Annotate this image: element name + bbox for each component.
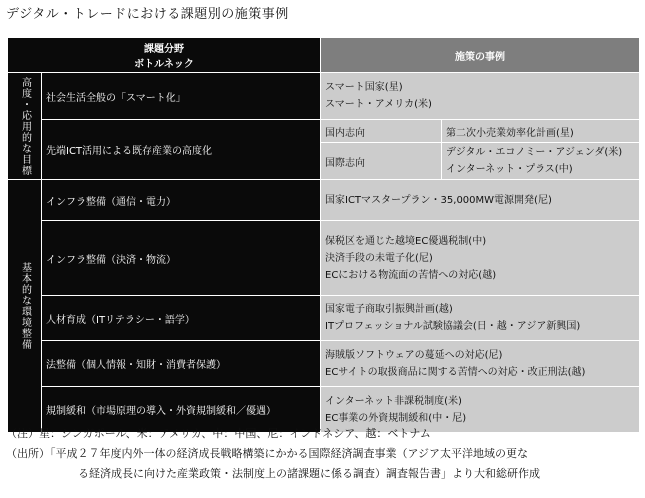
example-international bbox=[442, 143, 639, 179]
header-examples: 施策の事例 bbox=[321, 38, 639, 72]
category-basic bbox=[8, 180, 41, 432]
issue-human-resources: 人材育成（ITリテラシー・語学） bbox=[42, 296, 320, 340]
category-goal bbox=[8, 73, 41, 179]
examples-human-resources bbox=[321, 296, 639, 340]
example-item: インターネット・プラス(中) bbox=[446, 164, 573, 175]
policy-table bbox=[8, 38, 636, 432]
example-item: EC事業の外資規制緩和(中・尼) bbox=[325, 412, 467, 424]
issue-infra-telecom: インフラ整備（通信・電力） bbox=[42, 180, 320, 220]
source-line-2: る経済成長に向けた産業政策・法制度上の諸課題に係る調査）調査報告書」より大和総研作成 bbox=[78, 467, 540, 480]
example-item: デジタル・エコノミー・アジェンダ(米) bbox=[446, 147, 623, 158]
subcategory-column bbox=[321, 120, 441, 179]
example-item: 保税区を通じた越境EC優遇税制(中) bbox=[325, 235, 487, 247]
example-item: スマート・アメリカ(米) bbox=[325, 99, 432, 110]
header-issue-line2: ボトルネック bbox=[134, 59, 194, 70]
note-country-abbreviations: （注）星：シンガポール、米：アメリカ、中：中国、尼：インドネシア、越：ベトナム bbox=[6, 427, 431, 440]
example-item: ECにおける物流面の苦情への対応(越) bbox=[325, 269, 497, 281]
examples-infra-payment bbox=[321, 221, 639, 295]
issue-legislation: 法整備（個人情報・知財・消費者保護） bbox=[42, 341, 320, 386]
examples-smart-society bbox=[321, 73, 639, 119]
category-basic-label: 基本的な環境整備 bbox=[19, 262, 31, 350]
issue-deregulation: 規制緩和（市場原理の導入・外資規制緩和／優遇） bbox=[42, 387, 320, 432]
footnotes bbox=[6, 424, 540, 484]
example-domestic: 第二次小売業効率化計画(星) bbox=[442, 120, 639, 142]
category-goal-label: 高度・応用的な目標 bbox=[19, 76, 31, 176]
source-line-1: （出所）「平成２７年度内外一体の経済成長戦略構築にかかる国際経済調査事業（アジア太平洋地域の更な bbox=[6, 447, 529, 460]
issue-infra-payment: インフラ整備（決済・物流） bbox=[42, 221, 320, 295]
subcategory-domestic: 国内志向 bbox=[321, 120, 441, 142]
example-item: 海賊版ソフトウェアの蔓延への対応(尼) bbox=[325, 349, 503, 361]
example-item: 決済手段の未電子化(尼) bbox=[325, 252, 433, 264]
example-item: スマート国家(星) bbox=[325, 82, 403, 93]
example-item: インターネット非課税制度(米) bbox=[325, 395, 462, 407]
example-item: 国家電子商取引振興計画(越) bbox=[325, 304, 453, 315]
example-item: 国家ICTマスタープラン・35,000MW電源開発(尼) bbox=[325, 194, 552, 206]
header-issue-area bbox=[8, 38, 320, 72]
examples-legislation bbox=[321, 341, 639, 386]
example-item: ECサイトの取扱商品に関する苦情への対応・改正刑法(越) bbox=[325, 366, 586, 378]
examples-infra-telecom bbox=[321, 180, 639, 220]
example-item: ITプロフェッショナル試験協議会(日・越・アジア新興国) bbox=[325, 321, 581, 332]
issue-advanced-ict: 先端ICT活用による既存産業の高度化 bbox=[42, 120, 320, 179]
subcategory-values-column bbox=[442, 120, 639, 179]
subcategory-international: 国際志向 bbox=[321, 143, 441, 179]
page-title: デジタル・トレードにおける課題別の施策事例 bbox=[6, 7, 289, 22]
header-issue-line1: 課題分野 bbox=[144, 44, 184, 55]
issue-smart-society: 社会生活全般の「スマート化」 bbox=[42, 73, 320, 119]
